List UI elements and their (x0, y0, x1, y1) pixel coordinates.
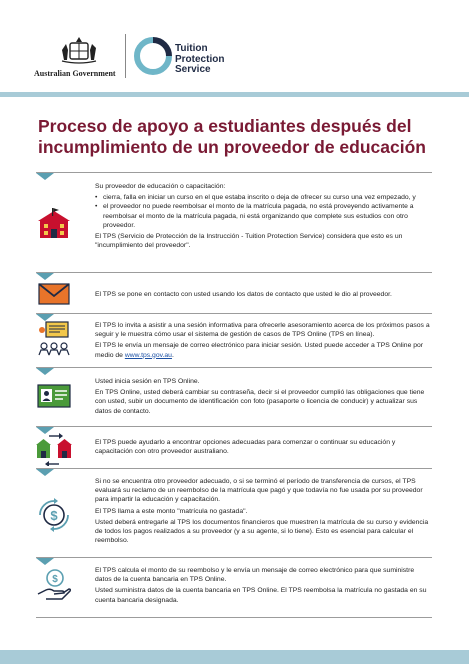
section-separator (36, 557, 432, 558)
section-3-p2 (95, 341, 432, 359)
school-building-icon (36, 206, 72, 242)
section-6-text (95, 477, 432, 547)
step-marker (36, 173, 54, 180)
tps-logo-icon (134, 37, 172, 75)
section-3-p1: El TPS lo invita a asistir a una sesión informativa para ofrecerle asesoramiento acerca de los próximos pasos a seguir y le muestra cómo usar el sistema de gestión de casos de TPS Online (TPS en línea). (95, 322, 430, 339)
section-4-p2: En TPS Online, usted deberá cambiar su contraseña, decir si el proveedor cumplió las obligaciones que tiene con usted, subir un documento de identificación con foto (pasaporte o licencia de conducir) y actualizar sus datos de contacto. (95, 389, 425, 415)
list-item: • cierra, falla en iniciar un curso en el que estaba inscrito o deja de ofrecer su curso una vez empezado, y (95, 193, 432, 202)
section-2-body: El TPS se pone en contacto con usted usando los datos de contacto que usted le dio al proveedor. (95, 291, 392, 298)
section-4-p1: Usted inicia sesión en TPS Online. (95, 378, 200, 385)
step-marker (36, 368, 54, 375)
svg-text:$: $ (50, 508, 58, 523)
section-7-p2: Usted suministra datos de la cuenta bancaria en TPS Online. El TPS reembolsa la matrícula no gastada en su cuenta bancaria designada. (95, 587, 427, 604)
logo-divider (125, 34, 126, 78)
section-3-p2-pre: El TPS le envía un mensaje de correo electrónico para iniciar sesión. Usted puede acceder a TPS Online por medio de (95, 342, 424, 359)
section-3-p2-post: . (171, 351, 174, 359)
australian-government-logo (34, 36, 124, 78)
section-2-text (95, 290, 432, 301)
section-7-text (95, 566, 432, 607)
information-session-icon (36, 320, 72, 356)
section-separator (36, 172, 432, 173)
coat-of-arms-icon (56, 36, 102, 64)
section-1-bullets (95, 193, 432, 230)
header-band (0, 92, 469, 97)
section-7-p1: El TPS calcula el monto de su reembolso y le envía un mensaje de correo electrónico para que suministre datos de la cuenta bancaria en TPS Online. (95, 567, 415, 584)
section-separator (36, 272, 432, 273)
tps-wordmark-line2: Protection (175, 53, 225, 65)
section-separator (36, 313, 432, 314)
page-title: Proceso de apoyo a estudiantes después del incumplimiento de un proveedor de educación (38, 116, 426, 157)
section-1-text (95, 182, 432, 252)
svg-text:$: $ (52, 574, 58, 585)
section-1-intro: Su proveedor de educación o capacitación: (95, 183, 226, 190)
step-marker (36, 558, 54, 565)
tps-wordmark-line1: Tuition (175, 43, 208, 54)
section-1-outro: El TPS (Servicio de Protección de la Instrucción - Tuition Protection Service) considera que esto es un "incumplimiento del proveedor". (95, 233, 403, 250)
tps-website-link[interactable]: www.tps.gov.au (124, 351, 172, 359)
section-3-text (95, 321, 432, 362)
footer-band (0, 650, 469, 664)
section-6-p3: Usted deberá entregarle al TPS los documentos financieros que muestren la matrícula de su curso y evidencia de todos los pagos realizados a su proveedor (y a su agente, si lo tiene). Esto es esencial para calcular el reembolso. (95, 518, 429, 545)
section-5-text (95, 438, 432, 458)
tps-wordmark-line3: Service (175, 64, 211, 75)
section-6-p1: Si no se encuentra otro proveedor adecuado, o si se terminó el período de transferencia de cursos, el TPS evaluará su reclamo de un reembolso de la matrícula que pagó y que todavía no fue usada por su proveedor para impartir la educación y capacitación. (95, 478, 423, 504)
hand-money-icon (36, 566, 72, 602)
page-header (0, 0, 469, 92)
section-separator (36, 367, 432, 368)
refund-dollar-icon (36, 497, 72, 533)
list-item: • el proveedor no puede reembolsar el monto de la matrícula pagada, no está proveyendo activamente a reembolsar el monto de la matrícula pagada, ni está organizando que complete sus estudios con otro proveedor. (95, 202, 432, 230)
tps-wordmark (175, 44, 224, 76)
gov-label: Australian Government (34, 69, 116, 78)
section-separator (36, 426, 432, 427)
section-5-body: El TPS puede ayudarlo a encontrar opciones adecuadas para comenzar o continuar su educación y capacitación con otro proveedor australiano. (95, 439, 396, 456)
section-separator (36, 617, 432, 618)
transfer-providers-icon (36, 430, 72, 466)
envelope-icon (36, 276, 72, 312)
id-card-icon (36, 378, 72, 414)
section-6-p2: El TPS llama a este monto "matrícula no gastada". (95, 507, 248, 515)
step-marker (36, 469, 54, 476)
section-separator (36, 468, 432, 469)
section-4-text (95, 377, 432, 418)
